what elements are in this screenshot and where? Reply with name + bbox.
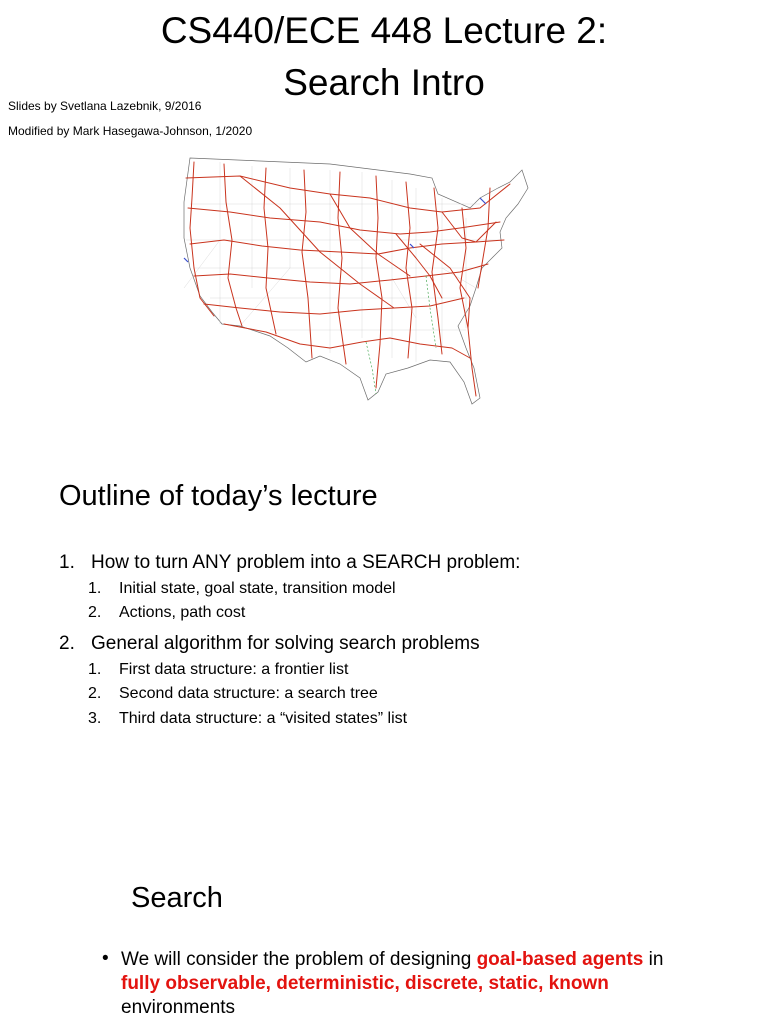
outline-subitem-1-2-text: Actions, path cost: [119, 604, 246, 621]
outline-subitem-1-1-text: Initial state, goal state, transition model: [119, 580, 396, 597]
outline-item-1-text: How to turn ANY problem into a SEARCH problem:: [91, 552, 521, 573]
outline-subitem-1-1-number: 1.: [88, 580, 102, 597]
outline-item-2-number: 2.: [59, 633, 75, 654]
interstate-highways: [186, 162, 510, 396]
bullet-text-plain-3: environments: [121, 997, 236, 1018]
outline-subitem-2-3-text: Third data structure: a “visited states” list: [119, 710, 408, 727]
title-slide: [0, 0, 768, 436]
metro-areas: [184, 198, 486, 262]
outline-item-1-number: 1.: [59, 552, 75, 573]
outline-subitem-2-2-text: Second data structure: a search tree: [119, 685, 378, 702]
outline-subitem-2-3-number: 3.: [88, 710, 102, 727]
search-title: Search: [131, 882, 223, 914]
outline-subitem-2-2-number: 2.: [88, 685, 102, 702]
outline-subitem-2-1-number: 1.: [88, 661, 102, 678]
highlight-environment-properties: fully observable, deterministic, discrete, static, known: [121, 973, 609, 994]
bullet-symbol: •: [102, 948, 109, 969]
slide-title-line-1: CS440/ECE 448 Lecture 2:: [160, 10, 608, 51]
outline-slide: [0, 436, 768, 860]
us-highway-map-image: [180, 148, 532, 410]
outline-subitem-1-2-number: 2.: [88, 604, 102, 621]
search-slide: [0, 860, 768, 1024]
search-bullet: [121, 948, 681, 1020]
bullet-text-plain-2: in: [643, 949, 664, 970]
outline-title: Outline of today’s lecture: [59, 480, 378, 512]
secondary-roads: [366, 276, 436, 394]
highlight-goal-based-agents: goal-based agents: [476, 949, 644, 970]
slide-title-line-2: Search Intro: [283, 62, 485, 103]
modifier-credit: Modified by Mark Hasegawa-Johnson, 1/2020: [8, 124, 253, 138]
outline-subitem-2-1-text: First data structure: a frontier list: [119, 661, 349, 678]
author-credit: Slides by Svetlana Lazebnik, 9/2016: [8, 99, 202, 113]
bullet-text-plain-1: We will consider the problem of designing: [121, 949, 477, 970]
outline-item-2-text: General algorithm for solving search problems: [91, 633, 480, 654]
